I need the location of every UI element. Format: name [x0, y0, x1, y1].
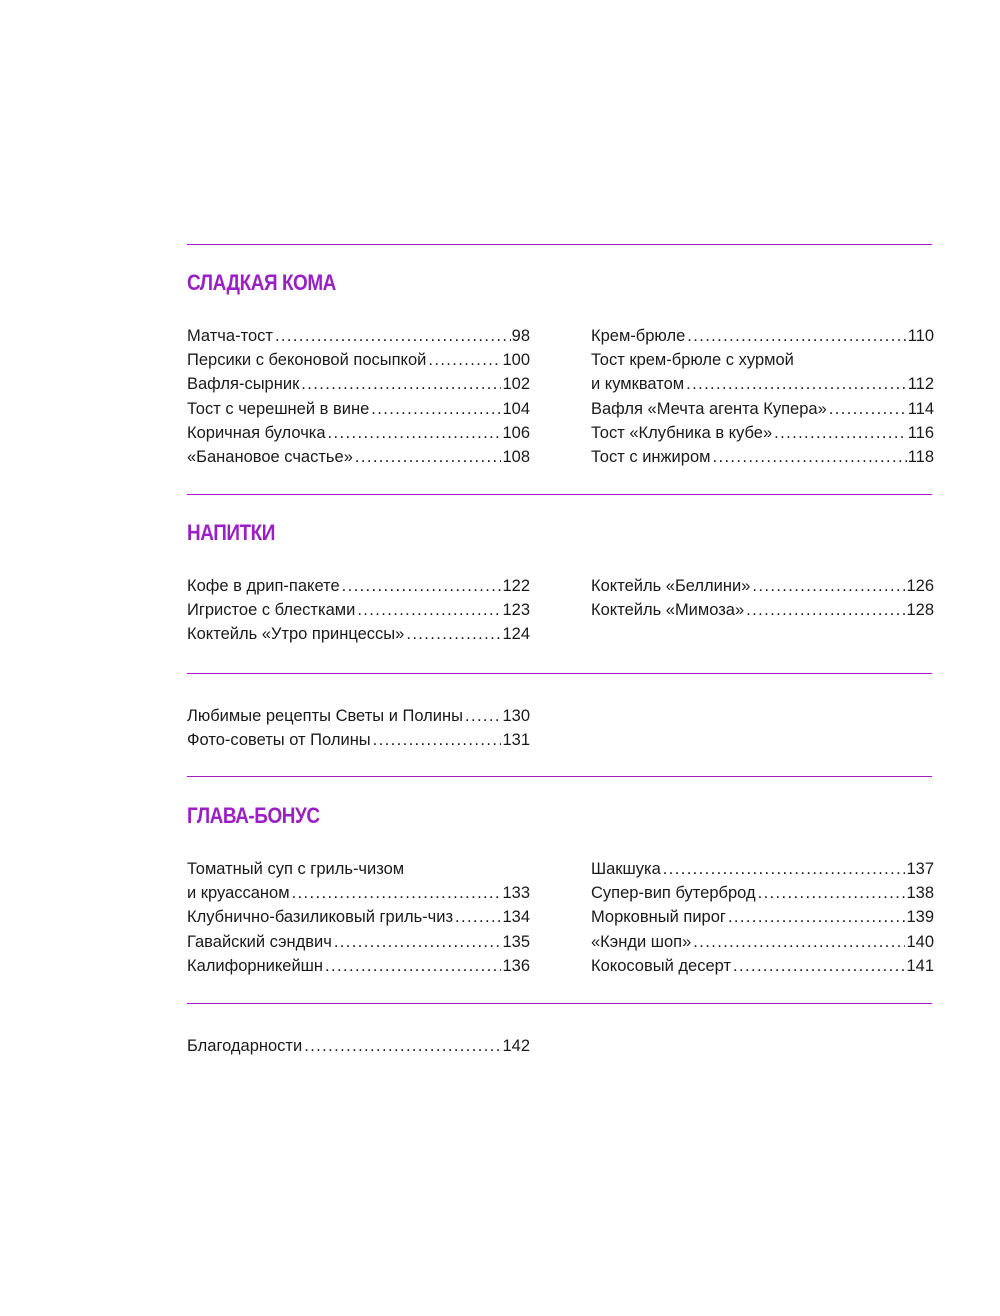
- toc-entry-title: Матча-тост: [187, 327, 273, 345]
- toc-column-misc: [187, 704, 530, 752]
- toc-entry-title: Коктейль «Мимоза»: [591, 601, 745, 620]
- toc-entry-page: 126: [906, 577, 934, 595]
- leader-dots: [733, 954, 905, 978]
- leader-dots: [292, 881, 502, 905]
- divider: [187, 1003, 932, 1004]
- toc-entry[interactable]: [187, 704, 530, 728]
- toc-entry[interactable]: [187, 445, 530, 469]
- toc-entry-page: 100: [502, 351, 530, 370]
- toc-entry[interactable]: [187, 728, 530, 752]
- toc-entry-title: Калифорникейшн: [187, 956, 324, 975]
- toc-entry-page: 142: [502, 1037, 530, 1055]
- toc-entry-title: Кокосовый десерт: [591, 956, 732, 975]
- toc-column-bonus-right: [591, 857, 934, 978]
- leader-dots: [371, 397, 501, 421]
- toc-entry-page: 130: [502, 707, 530, 725]
- section-title-bonus: ГЛАВА-БОНУС: [187, 803, 320, 828]
- toc-entry-title: Тост с черешней в вине: [187, 399, 370, 418]
- toc-entry[interactable]: [187, 372, 530, 396]
- toc-entry[interactable]: [187, 905, 530, 929]
- toc-entry[interactable]: [187, 574, 530, 598]
- leader-dots: [373, 728, 502, 752]
- toc-entry[interactable]: [187, 954, 530, 978]
- toc-entry-page: 136: [502, 956, 530, 975]
- toc-column-thanks: [187, 1034, 530, 1058]
- toc-entry[interactable]: [187, 348, 530, 372]
- toc-entry[interactable]: [187, 622, 530, 646]
- leader-dots: [301, 372, 501, 396]
- toc-entry-page: 114: [907, 399, 934, 418]
- toc-entry-first-line[interactable]: [591, 348, 934, 372]
- leader-dots: [663, 857, 906, 881]
- toc-entry[interactable]: [187, 930, 530, 954]
- leader-dots: [406, 622, 501, 646]
- toc-entry-page: 106: [502, 423, 530, 442]
- divider: [187, 494, 932, 495]
- toc-entry-title: Коричная булочка: [187, 423, 326, 442]
- toc-entry-page: 141: [906, 956, 934, 975]
- leader-dots: [334, 930, 502, 954]
- toc-entry[interactable]: [591, 324, 934, 348]
- toc-entry-title: Тост с инжиром: [591, 447, 711, 466]
- leader-dots: [746, 598, 905, 622]
- leader-dots: [357, 598, 501, 622]
- toc-entry-page: 123: [502, 601, 530, 620]
- toc-entry-title-line1: Тост крем-брюле с хурмой: [591, 351, 794, 370]
- toc-entry-title: Крем-брюле: [591, 327, 686, 345]
- toc-entry-page: 98: [511, 327, 530, 345]
- toc-entry[interactable]: [591, 598, 934, 622]
- toc-entry-page: 134: [502, 908, 530, 927]
- toc-entry[interactable]: [591, 930, 934, 954]
- toc-entry-title: и кумкватом: [591, 375, 685, 394]
- divider: [187, 673, 932, 674]
- toc-entry-title: Вафля «Мечта агента Купера»: [591, 399, 827, 418]
- toc-entry-page: 118: [907, 447, 934, 466]
- toc-entry[interactable]: [591, 421, 934, 445]
- divider: [187, 776, 932, 777]
- toc-entry-title: Игристое с блестками: [187, 601, 356, 620]
- toc-entry-title: «Банановое счастье»: [187, 447, 353, 466]
- toc-entry-page: 104: [502, 399, 530, 418]
- toc-entry-title: Вафля-сырник: [187, 375, 300, 394]
- leader-dots: [712, 445, 906, 469]
- toc-entry-title: Любимые рецепты Светы и Полины: [187, 707, 463, 725]
- toc-column-bonus-left: [187, 857, 530, 978]
- leader-dots: [342, 574, 502, 598]
- leader-dots: [687, 324, 906, 348]
- toc-entry-title: Коктейль «Беллини»: [591, 577, 751, 595]
- toc-column-drinks-right: [591, 574, 934, 622]
- toc-entry-title: Шакшука: [591, 860, 661, 878]
- toc-entry[interactable]: [591, 574, 934, 598]
- toc-entry-page: 124: [502, 625, 530, 644]
- toc-entry-page: 110: [907, 327, 934, 345]
- leader-dots: [355, 445, 502, 469]
- toc-entry-title: Фото-советы от Полины: [187, 731, 371, 750]
- toc-entry-page: 112: [907, 375, 934, 394]
- leader-dots: [304, 1034, 501, 1058]
- toc-entry[interactable]: [187, 421, 530, 445]
- toc-entry[interactable]: [591, 372, 934, 396]
- leader-dots: [325, 954, 501, 978]
- toc-entry-page: 137: [906, 860, 934, 878]
- toc-entry-page: 122: [502, 577, 530, 595]
- leader-dots: [455, 905, 501, 929]
- section-title-sweet: СЛАДКАЯ КОМА: [187, 270, 336, 295]
- leader-dots: [275, 324, 511, 348]
- toc-column-sweet-left: [187, 324, 530, 469]
- toc-column-sweet-right: [591, 324, 934, 469]
- leader-dots: [728, 905, 906, 929]
- toc-column-drinks-left: [187, 574, 530, 647]
- leader-dots: [465, 704, 501, 728]
- toc-entry-title: Супер-вип бутерброд: [591, 884, 756, 903]
- toc-entry-page: 128: [906, 601, 934, 620]
- toc-entry-page: 138: [906, 884, 934, 903]
- toc-entry[interactable]: [187, 881, 530, 905]
- toc-entry[interactable]: [591, 397, 934, 421]
- toc-entry-title: Гавайский сэндвич: [187, 932, 332, 951]
- toc-entry-page: 133: [502, 884, 530, 903]
- toc-entry-title: Морковный пирог: [591, 908, 726, 927]
- toc-entry-page: 135: [502, 932, 530, 951]
- toc-entry[interactable]: [591, 954, 934, 978]
- leader-dots: [774, 421, 907, 445]
- toc-entry-title: Кофе в дрип-пакете: [187, 577, 340, 595]
- divider: [187, 244, 932, 245]
- toc-entry[interactable]: [591, 857, 934, 881]
- toc-entry[interactable]: [187, 397, 530, 421]
- leader-dots: [686, 372, 907, 396]
- toc-entry[interactable]: [187, 324, 530, 348]
- toc-entry-title: «Кэнди шоп»: [591, 932, 692, 951]
- leader-dots: [829, 397, 907, 421]
- leader-dots: [752, 574, 905, 598]
- toc-entry-title: Тост «Клубника в кубе»: [591, 423, 773, 442]
- toc-entry-page: 131: [502, 731, 530, 750]
- toc-entry-page: 139: [906, 908, 934, 927]
- leader-dots: [693, 930, 905, 954]
- toc-entry-page: 116: [907, 423, 934, 442]
- toc-entry-first-line[interactable]: [187, 857, 530, 881]
- toc-entry[interactable]: [591, 881, 934, 905]
- toc-entry[interactable]: [187, 598, 530, 622]
- leader-dots: [428, 348, 501, 372]
- toc-entry[interactable]: [187, 1034, 530, 1058]
- toc-entry[interactable]: [591, 445, 934, 469]
- toc-entry-title: Персики с беконовой посыпкой: [187, 351, 427, 370]
- toc-entry-title: Клубнично-базиликовый гриль-чиз: [187, 908, 454, 927]
- leader-dots: [758, 881, 906, 905]
- toc-entry-title: Коктейль «Утро принцессы»: [187, 625, 405, 644]
- toc-entry-title-line1: Томатный суп с гриль-чизом: [187, 860, 405, 878]
- toc-entry-page: 108: [502, 447, 530, 466]
- toc-entry[interactable]: [591, 905, 934, 929]
- toc-entry-page: 140: [906, 932, 934, 951]
- toc-entry-page: 102: [502, 375, 530, 394]
- section-title-drinks: НАПИТКИ: [187, 520, 275, 545]
- toc-entry-title: и круассаном: [187, 884, 290, 903]
- leader-dots: [328, 421, 502, 445]
- toc-entry-title: Благодарности: [187, 1037, 303, 1055]
